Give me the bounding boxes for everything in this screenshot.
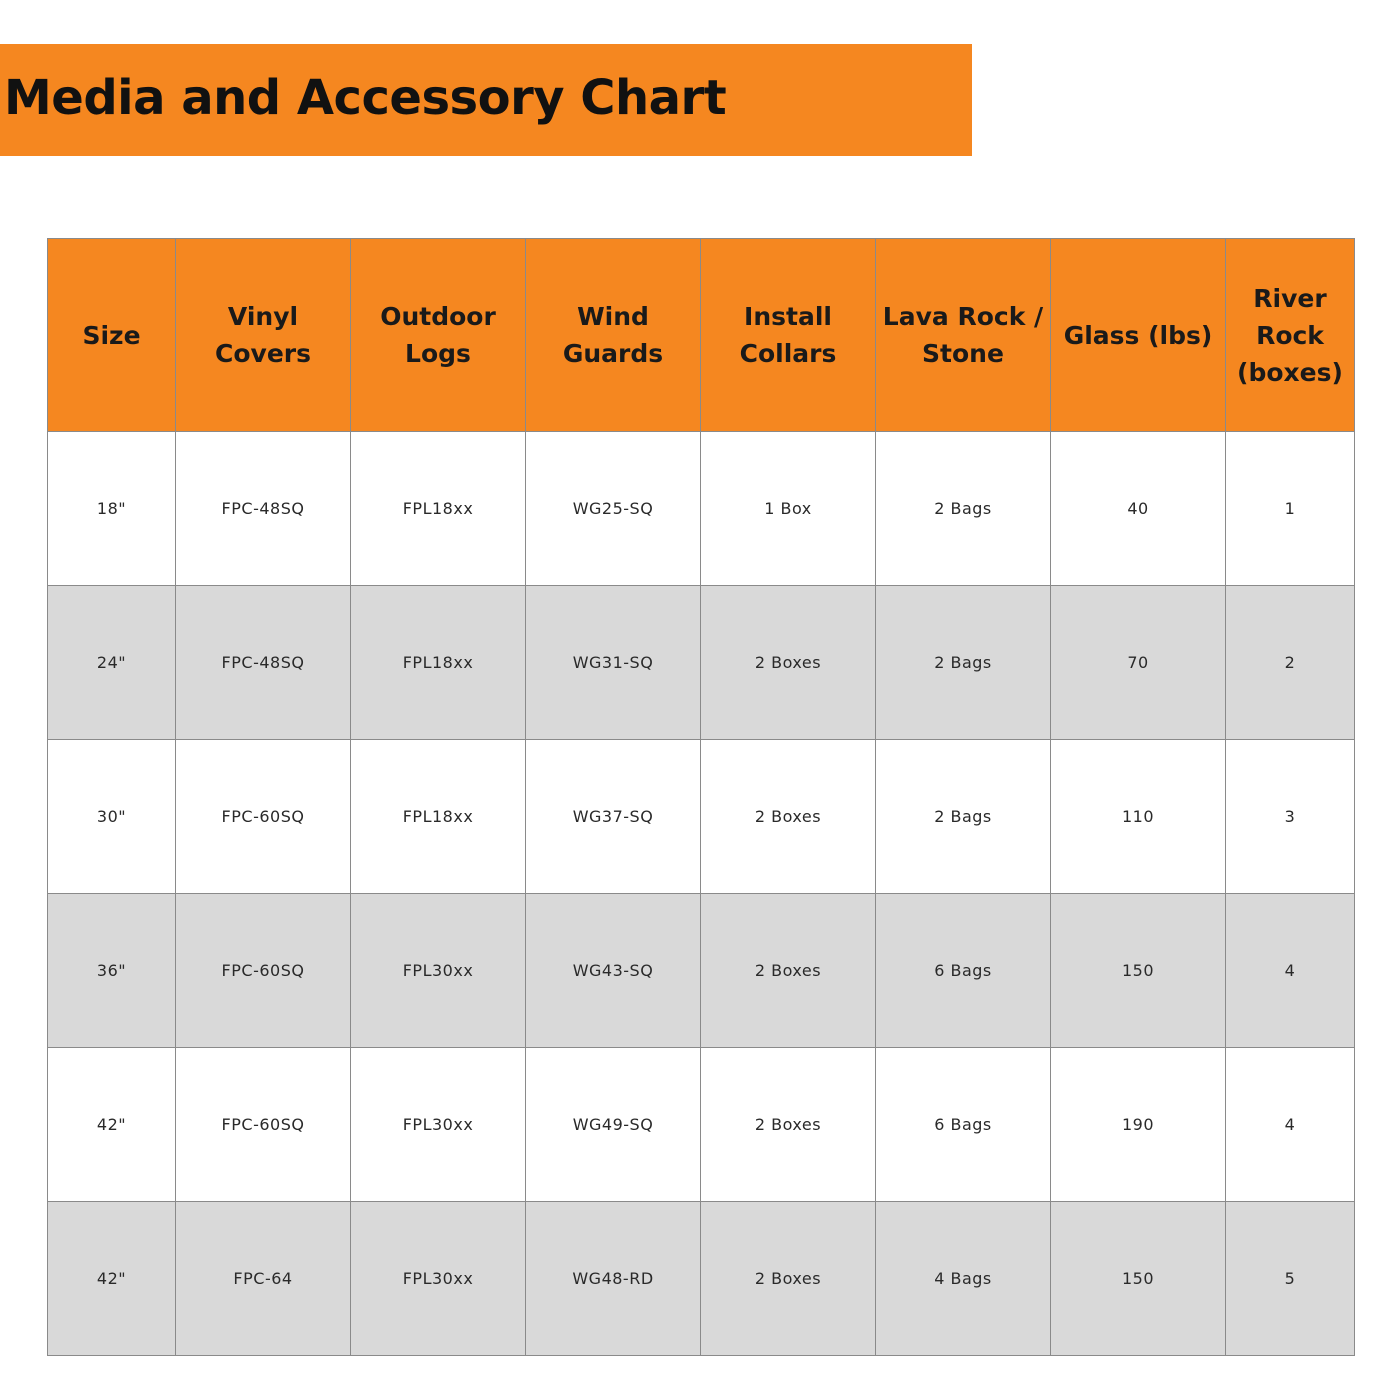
cell-glass: 70 (1051, 586, 1226, 740)
media-accessory-table (47, 238, 1355, 1356)
cell-size: 42" (48, 1202, 176, 1356)
cell-size: 36" (48, 894, 176, 1048)
cell-vinyl-cover: FPC-64 (176, 1202, 351, 1356)
cell-vinyl-cover: FPC-60SQ (176, 1048, 351, 1202)
cell-wind-guard: WG48-RD (526, 1202, 701, 1356)
cell-wind-guard: WG43-SQ (526, 894, 701, 1048)
cell-glass: 110 (1051, 740, 1226, 894)
cell-install-collar: 2 Boxes (701, 894, 876, 1048)
cell-lava-rock: 6 Bags (876, 1048, 1051, 1202)
cell-size: 18" (48, 432, 176, 586)
header-install-collars: Install Collars (701, 239, 876, 432)
cell-lava-rock: 2 Bags (876, 740, 1051, 894)
cell-vinyl-cover: FPC-48SQ (176, 432, 351, 586)
cell-install-collar: 2 Boxes (701, 586, 876, 740)
cell-outdoor-logs: FPL30xx (351, 894, 526, 1048)
cell-size: 30" (48, 740, 176, 894)
cell-outdoor-logs: FPL18xx (351, 432, 526, 586)
cell-wind-guard: WG49-SQ (526, 1048, 701, 1202)
cell-outdoor-logs: FPL18xx (351, 586, 526, 740)
cell-vinyl-cover: FPC-48SQ (176, 586, 351, 740)
table-row (48, 586, 1355, 740)
table-row (48, 1202, 1355, 1356)
cell-vinyl-cover: FPC-60SQ (176, 740, 351, 894)
cell-wind-guard: WG25-SQ (526, 432, 701, 586)
cell-lava-rock: 2 Bags (876, 586, 1051, 740)
header-lava-rock-stone: Lava Rock / Stone (876, 239, 1051, 432)
title-banner (0, 44, 972, 156)
header-river-rock: River Rock (boxes) (1226, 239, 1355, 432)
table-row (48, 1048, 1355, 1202)
table-row (48, 740, 1355, 894)
table-row (48, 894, 1355, 1048)
cell-size: 24" (48, 586, 176, 740)
cell-river-rock: 5 (1226, 1202, 1355, 1356)
header-glass: Glass (lbs) (1051, 239, 1226, 432)
cell-outdoor-logs: FPL30xx (351, 1202, 526, 1356)
cell-outdoor-logs: FPL18xx (351, 740, 526, 894)
cell-vinyl-cover: FPC-60SQ (176, 894, 351, 1048)
cell-wind-guard: WG31-SQ (526, 586, 701, 740)
cell-install-collar: 2 Boxes (701, 1202, 876, 1356)
cell-install-collar: 2 Boxes (701, 1048, 876, 1202)
cell-glass: 40 (1051, 432, 1226, 586)
cell-river-rock: 1 (1226, 432, 1355, 586)
cell-glass: 150 (1051, 894, 1226, 1048)
cell-lava-rock: 6 Bags (876, 894, 1051, 1048)
cell-river-rock: 4 (1226, 894, 1355, 1048)
cell-install-collar: 1 Box (701, 432, 876, 586)
page-title: Media and Accessory Chart (4, 70, 727, 126)
cell-river-rock: 2 (1226, 586, 1355, 740)
cell-glass: 190 (1051, 1048, 1226, 1202)
cell-install-collar: 2 Boxes (701, 740, 876, 894)
cell-river-rock: 3 (1226, 740, 1355, 894)
header-size: Size (48, 239, 176, 432)
header-row (48, 239, 1355, 432)
cell-lava-rock: 2 Bags (876, 432, 1051, 586)
cell-river-rock: 4 (1226, 1048, 1355, 1202)
cell-wind-guard: WG37-SQ (526, 740, 701, 894)
table-row (48, 432, 1355, 586)
cell-size: 42" (48, 1048, 176, 1202)
cell-outdoor-logs: FPL30xx (351, 1048, 526, 1202)
header-wind-guards: Wind Guards (526, 239, 701, 432)
cell-lava-rock: 4 Bags (876, 1202, 1051, 1356)
header-outdoor-logs: Outdoor Logs (351, 239, 526, 432)
header-vinyl-covers: Vinyl Covers (176, 239, 351, 432)
cell-glass: 150 (1051, 1202, 1226, 1356)
